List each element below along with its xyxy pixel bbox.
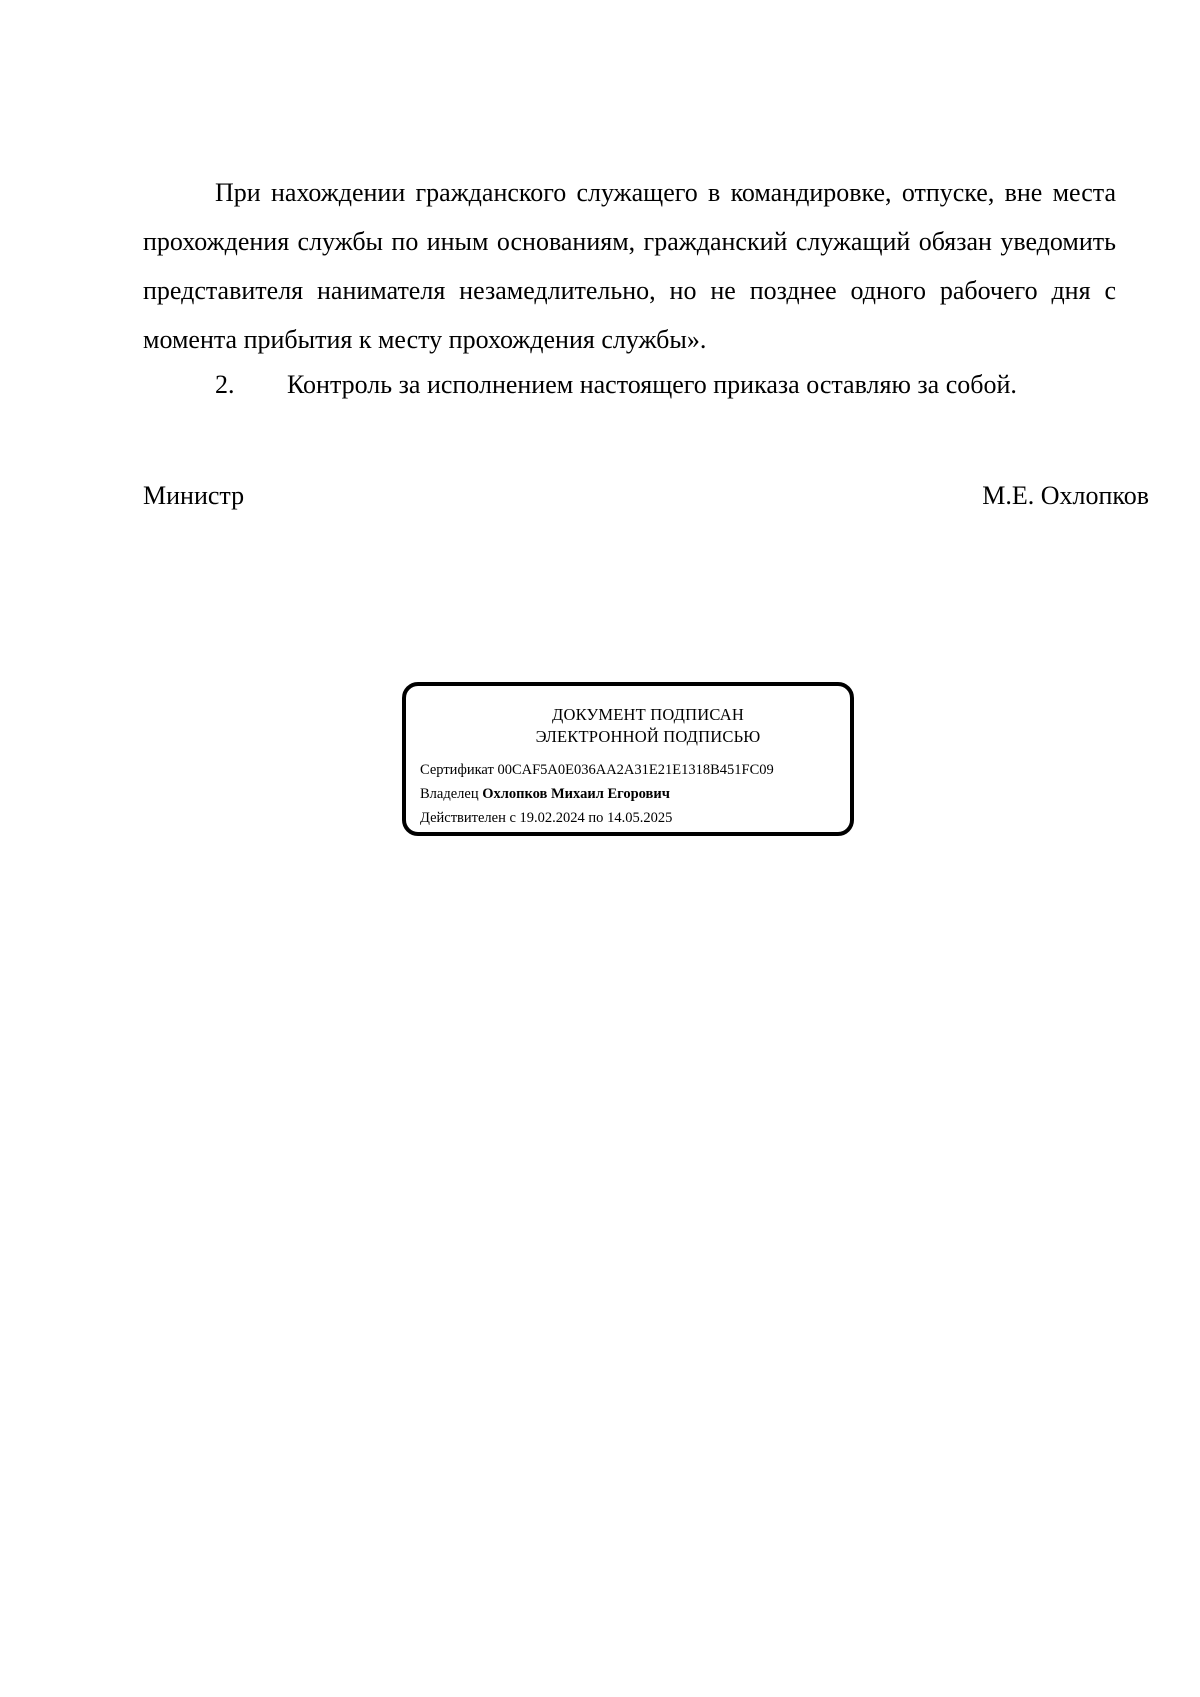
certificate-label: Сертификат bbox=[420, 762, 494, 778]
signer-position: Министр bbox=[143, 481, 245, 510]
stamp-owner-line bbox=[420, 782, 836, 806]
stamp-details bbox=[420, 758, 836, 830]
signer-name: М.Е. Охлопков bbox=[982, 481, 1149, 510]
owner-value: Охлопков Михаил Егорович bbox=[482, 786, 670, 802]
stamp-title-line-1: ДОКУМЕНТ ПОДПИСАН bbox=[552, 705, 744, 724]
valid-to-label: по bbox=[588, 810, 604, 826]
body-paragraph: При нахождении гражданского служащего в командировке, отпуске, вне места прохождения службы по иным основаниям, гражданский служащий обязан уведомить представителя нанимателя незамедлительно, но не позднее одного рабочего дня с момента прибытия к месту прохождения службы». bbox=[143, 178, 1116, 354]
electronic-signature-stamp bbox=[402, 682, 854, 836]
item-text: Контроль за исполнением настоящего приказа оставляю за собой. bbox=[287, 370, 1017, 399]
item-number: 2. bbox=[215, 370, 235, 399]
valid-to: 14.05.2025 bbox=[607, 810, 673, 826]
valid-label: Действителен с bbox=[420, 810, 516, 826]
stamp-title-line-2: ЭЛЕКТРОННОЙ ПОДПИСЬЮ bbox=[535, 727, 761, 746]
stamp-validity-line bbox=[420, 806, 836, 830]
signature-block bbox=[143, 476, 1149, 516]
valid-from: 19.02.2024 bbox=[519, 810, 585, 826]
numbered-item-2 bbox=[143, 360, 1116, 409]
certificate-value: 00CAF5A0E036AA2A31E21E1318B451FC09 bbox=[497, 762, 774, 778]
stamp-certificate-line bbox=[420, 758, 836, 782]
owner-label: Владелец bbox=[420, 786, 479, 802]
